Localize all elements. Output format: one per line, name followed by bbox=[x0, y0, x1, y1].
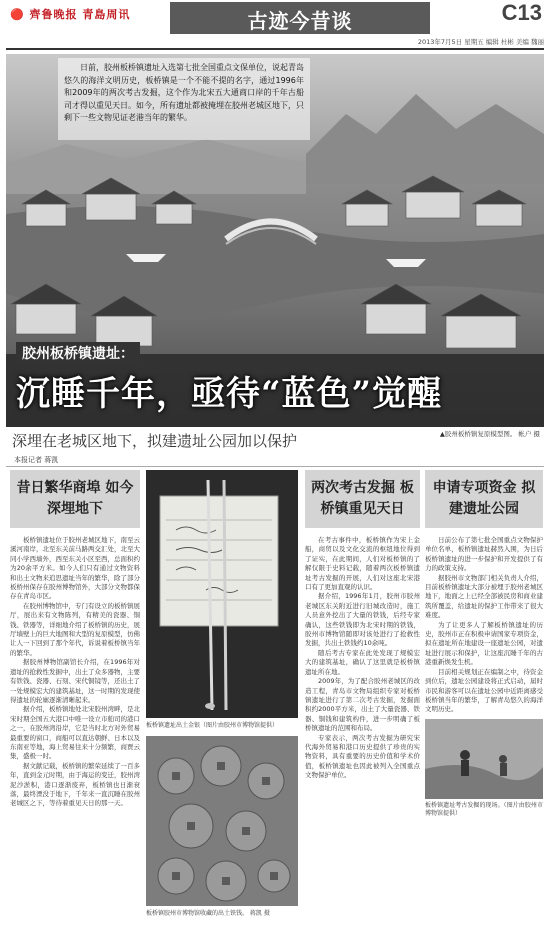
page-number: C13 bbox=[501, 0, 542, 25]
artifact-photo bbox=[146, 470, 298, 718]
iron-coins-photo bbox=[146, 736, 298, 906]
paragraph: 2009年，为了配合胶州老城区的改造工程，青岛市文物局组织专家对板桥镇遗址进行了第二次考古发掘，发掘面积约2000平方米，出土了大量瓷器、铁器、铜钱和建筑构件，进一步明确了板桥镇遗址的范围和布局。 bbox=[305, 677, 420, 733]
paragraph: 据胶州市文物部门相关负责人介绍，目前板桥镇遗址大部分被埋于胶州老城区地下，地面之上已经全部被民房和商业建筑所覆盖，给遗址的保护工作带来了很大难度。 bbox=[425, 573, 543, 620]
paragraph: 日前公布了第七批全国重点文物保护单位名单，板桥镇遗址赫然入围，为日后板桥镇遗址的进一步保护和开发提供了有力的政策支持。 bbox=[425, 536, 543, 573]
photo-caption: 板桥镇遗址出土金银（图片由胶州市博物馆提供） bbox=[146, 722, 279, 729]
excavation-site-illustration bbox=[425, 719, 543, 799]
photo-column bbox=[146, 470, 298, 922]
article-column-excavation bbox=[305, 470, 420, 922]
section-title: 古迹今昔谈 bbox=[247, 9, 353, 33]
paragraph: 为了让更多人了解板桥镇遗址的历史，胶州市正在积极申请国家专项资金，拟在遗址所在地建设一座遗址公园，对遗址进行展示和保护，让这座沉睡千年的古港重新焕发生机。 bbox=[425, 620, 543, 667]
photo-caption: 板桥镇胶州市博物馆收藏的出土铁钱。 蒋凯 摄 bbox=[146, 910, 270, 917]
paragraph: 据介绍，板桥镇地处北宋胶州湾畔，是北宋时期全国五大港口中唯一设立市舶司的港口之一，在胶州湾沿岸，它是当时北方对外贸易最重要的窗口，商船可以直达朝鲜、日本以及东南亚等地，海上贸易往来十分频繁，商贾云集，盛极一时。 bbox=[10, 705, 140, 761]
artifact-label-illustration bbox=[146, 470, 298, 718]
paragraph: 板桥镇遗址位于胶州老城区地下，南至云溪河南岸，北至东关前马路两交汇处，北至大同小学西墙外，西至东关小区至西，总面积约为20余平方米。如今人们只有通过文物资料和出土文物来追思遗址当年的繁华，除了部分板桥州保存在胶州博物馆外，大部分文物都保存在青岛市区。 bbox=[10, 536, 140, 601]
section-banner bbox=[170, 2, 430, 34]
main-headline: 沉睡千年，亟待“蓝色”觉醒 bbox=[16, 374, 443, 414]
excavation-site-photo bbox=[425, 719, 543, 799]
divider bbox=[6, 466, 544, 467]
masthead bbox=[0, 0, 550, 52]
photo-caption: 板桥镇遗址考古发掘的现场。（图片由胶州市博物馆提供） bbox=[425, 801, 543, 817]
byline: 本报记者 蒋凯 bbox=[14, 456, 59, 464]
intro-paragraph: 日前，胶州板桥镇遗址入选第七批全国重点文保单位，说起青岛悠久的海洋文明历史，板桥镇是一个不能不提的名字，通过1996年和2009年的两次考古发掘，这个作为北宋五大通商口岸的千年古船司才得以重见天日。如今，所有遗址都被掩埋在胶州老城区地下，只剩下一些文物见证老港当年的繁华。 bbox=[64, 63, 304, 122]
subheadline: 深埋在老城区地下，拟建遗址公园加以保护 bbox=[12, 432, 298, 450]
paragraph: 在胶州博物馆中，专门有设立的板桥镇展厅，展出来有文物陈列，有精美的瓷器、铜钱、铁器等，详细地介绍了板桥镇的历史，展厅墙壁上的巨大地图和大型的复原模型，仿佛让人一下回到了那个年代，诉说着板桥镇当年的繁华。 bbox=[10, 601, 140, 657]
iron-coins-illustration bbox=[146, 736, 298, 906]
paragraph: 专家表示，两次考古发掘为研究宋代海外贸易和港口历史提供了珍贵的实物资料，具有重要的历史价值和学术价值，板桥镇遗址也因此被列入全国重点文物保护单位。 bbox=[305, 733, 420, 780]
paragraph: 在考古事件中，板桥镇作为宋上金船，商贸以及文化交流的枢纽地位得到了证实，在此期间，人们对板桥镇的了解仅限于史料记载，随着两次板桥镇遗址考古发掘的开展，人们对这座北宋港口有了更加直观的认识。 bbox=[305, 536, 420, 592]
header-rule bbox=[6, 48, 544, 50]
headline-kicker: 胶州板桥镇遗址： bbox=[16, 342, 140, 364]
section-heading: 申请专项资金 拟建遗址公园 bbox=[425, 470, 543, 528]
paragraph: 据文献记载，板桥镇的繁荣延续了一百多年，直到金元时期，由于海运的变迁，胶州湾泥沙淤积，港口逐渐废弃，板桥镇也日渐衰落，最终湮没于地下，千年来一直沉睡在胶州老城区之下，等待着重见天日的那一天。 bbox=[10, 761, 140, 808]
paragraph: 随后考古专家在此处发现了规模宏大的建筑基址，确认了这里就是板桥镇遗址所在地。 bbox=[305, 648, 420, 676]
hero-photo bbox=[6, 54, 544, 427]
hero-caption: ▲胶州板桥镇复原模型图。 帐户 摄 bbox=[439, 430, 540, 438]
section-heading: 两次考古发掘 板桥镇重见天日 bbox=[305, 470, 420, 528]
paragraph: 据介绍，1996年1月，胶州市胶州老城区东关附近进行旧城改造时，施工人员意外挖出了大量的铁钱，后经专家确认，这些铁钱即为北宋时期的铁钱，胶州市博物馆随即对该处进行了抢救性发掘，共出土铁钱约10余吨。 bbox=[305, 592, 420, 648]
article-column-history bbox=[10, 470, 140, 922]
section-heading: 昔日繁华商埠 如今深埋地下 bbox=[10, 470, 140, 528]
paragraph: 据胶州博物馆副馆长介绍，在1996年对遗址的抢救性发掘中，出土了众多器物，主要有铁钱、瓷器、石刻、宋代铜镜等，还出土了一处规模宏大的建筑基址，这一时期的发现使得遗址的轮廓逐渐清晰起来。 bbox=[10, 658, 140, 704]
article-column-park-plan bbox=[425, 470, 543, 922]
paragraph: 目前相关规划正在编制之中，待资金到位后，遗址公园建设将正式启动，届时市民和游客可以在遗址公园中近距离感受板桥镇当年的繁华，了解青岛悠久的海洋文明历史。 bbox=[425, 667, 543, 714]
dateline: 2013年7月5日 星期五 编辑 杜彬 美编 魏丽 bbox=[417, 38, 544, 46]
newspaper-logo: 🔴 齊鲁晚报 青島周讯 bbox=[10, 8, 131, 21]
